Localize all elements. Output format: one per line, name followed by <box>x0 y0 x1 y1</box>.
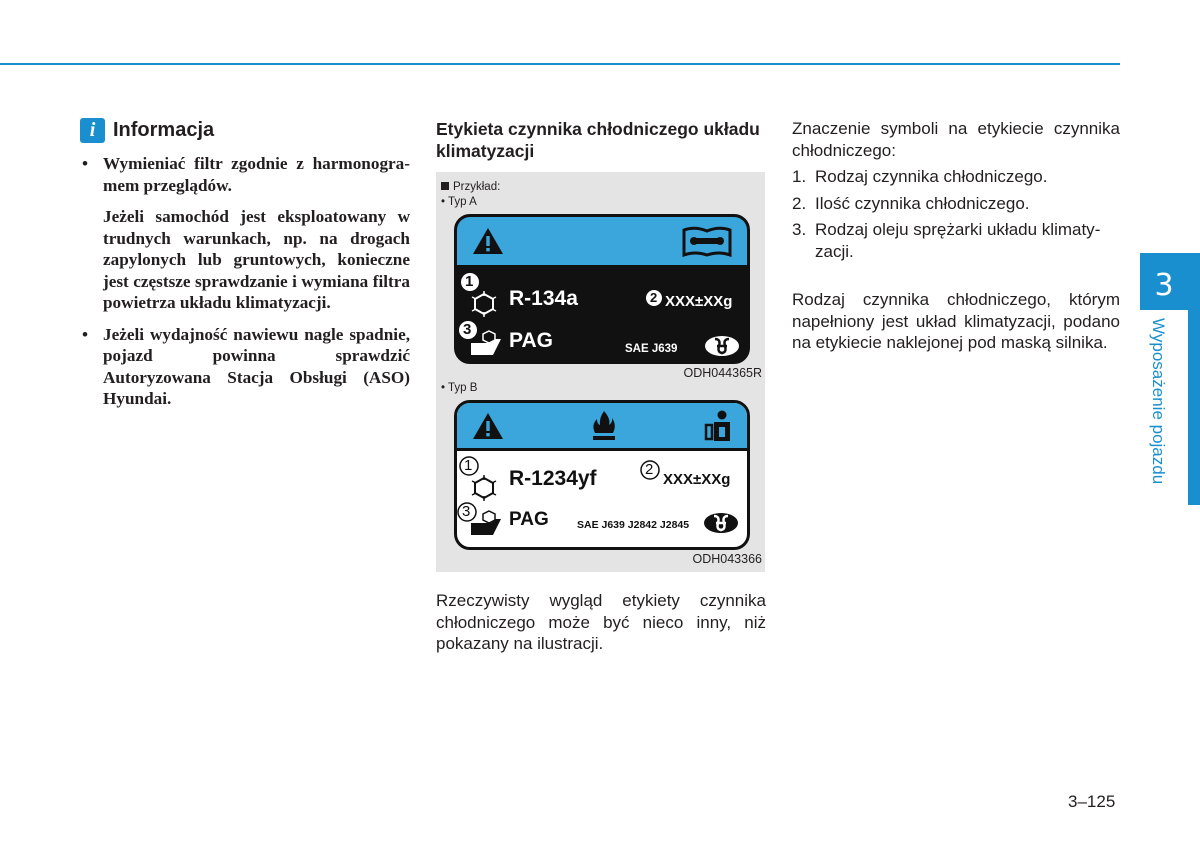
section-title: Etykieta czynnika chłodniczego układu klimatyzacji <box>436 119 760 161</box>
chapter-title-wrapper <box>1150 318 1170 503</box>
label-b-warning-band <box>457 403 747 451</box>
oil-can-icon <box>469 329 503 359</box>
meaning-item-3 <box>792 219 1120 262</box>
oil-can-icon <box>469 509 503 539</box>
type-b-label: • Typ B <box>441 382 478 394</box>
meaning-item-number: 3. <box>792 220 807 239</box>
label-type-b <box>454 400 750 550</box>
meaning-item-number: 2. <box>792 193 807 213</box>
label-a-body <box>457 267 747 364</box>
refrigerant-icon <box>471 291 497 317</box>
label-a-standard: SAE J639 <box>625 343 678 355</box>
info-bullet-1-text: Wymieniać filtr zgodnie z harmonogramem przeglądów. <box>103 154 410 195</box>
info-header <box>80 118 410 143</box>
warning-icon <box>471 226 505 256</box>
info-bullets <box>80 153 410 410</box>
info-bullet-1-detail: Jeżeli samochód jest eksploatowany w trudnych warunkach, np. na drogach zapylonych lub gruntowych, konieczne jest częstsze sprawdzanie i wymiana filtra powietrza układu klimatyzacji. <box>103 207 410 312</box>
example-label: Przykład: <box>453 181 501 193</box>
label-a-num-1: 1 <box>465 273 474 290</box>
service-manual-icon <box>681 225 733 257</box>
qualified-technician-icon <box>703 409 733 443</box>
meaning-list <box>792 166 1120 262</box>
info-icon: i <box>80 118 105 143</box>
flammable-icon <box>589 409 619 443</box>
hyundai-logo-icon <box>703 334 741 358</box>
label-figure <box>436 172 765 572</box>
info-bullet-2-text: Jeżeli wydajność nawiewu nagle spadnie, pojazd powinna sprawdzić Autoryzowana Stacja Obsługi (ASO) Hyundai. <box>103 324 410 408</box>
label-b-standard: SAE J639 J2842 J2845 <box>577 519 690 531</box>
label-a-num-3: 3 <box>463 321 472 338</box>
type-a-label: • Typ A <box>441 196 477 208</box>
bullet-symbol: • <box>82 324 89 344</box>
label-b-refrigerant: R-1234yf <box>509 467 597 490</box>
info-title: Informacja <box>113 119 215 141</box>
meaning-item-number: 1. <box>792 167 807 186</box>
meaning-item-1 <box>792 166 1120 188</box>
label-b-oil: PAG <box>509 509 549 530</box>
label-b-amount: XXX±XXg <box>663 471 731 488</box>
label-b-body <box>457 451 747 549</box>
bullet-symbol: • <box>82 154 89 173</box>
label-a-warning-band <box>457 217 747 267</box>
hyundai-logo-icon <box>702 511 740 535</box>
label-a-code: ODH044365R <box>683 366 762 380</box>
refrigerant-icon <box>471 475 497 501</box>
warning-icon <box>471 411 505 441</box>
meaning-item-text: Rodzaj oleju sprężarki układu klimatyzacji. <box>815 220 1101 261</box>
refrigerant-label-section <box>436 118 766 655</box>
meaning-item-text: Rodzaj czynnika chłodniczego. <box>815 167 1048 186</box>
label-a-refrigerant: R-134a <box>509 287 578 310</box>
chapter-title: Wyposażenie pojazdu <box>1149 318 1168 485</box>
label-b-num-2: 2 <box>645 461 654 478</box>
meaning-intro: Znaczenie symboli na etykiecie czynnika chłodniczego: <box>792 119 1120 160</box>
page-number: 3–125 <box>1068 792 1116 811</box>
info-bullet-1 <box>80 153 410 314</box>
info-section <box>80 118 410 420</box>
label-b-num-1: 1 <box>464 457 473 474</box>
square-bullet-icon <box>441 182 449 190</box>
meaning-item-2 <box>792 193 1120 215</box>
label-a-num-2: 2 <box>650 290 658 305</box>
label-a-oil: PAG <box>509 329 553 352</box>
chapter-number: 3 <box>1154 267 1174 303</box>
meaning-item-text: Ilość czynnika chłodniczego. <box>815 193 1030 213</box>
figure-caption: Rzeczywisty wygląd etykiety czynnika chłodniczego może być nieco inny, niż pokazany na ilustracji. <box>436 591 766 653</box>
example-note <box>441 180 763 195</box>
label-type-a <box>454 214 750 364</box>
label-a-amount: XXX±XXg <box>665 293 733 310</box>
label-b-code: ODH043366 <box>692 552 762 566</box>
info-bullet-2 <box>80 324 410 410</box>
top-rule <box>0 63 1120 65</box>
label-b-num-3: 3 <box>462 503 471 520</box>
symbol-meaning-section <box>792 118 1120 354</box>
meaning-paragraph: Rodzaj czynnika chłodniczego, którym napełniony jest układ klimatyzacji, podano na etykiecie naklejonej pod maską silnika. <box>792 290 1120 352</box>
